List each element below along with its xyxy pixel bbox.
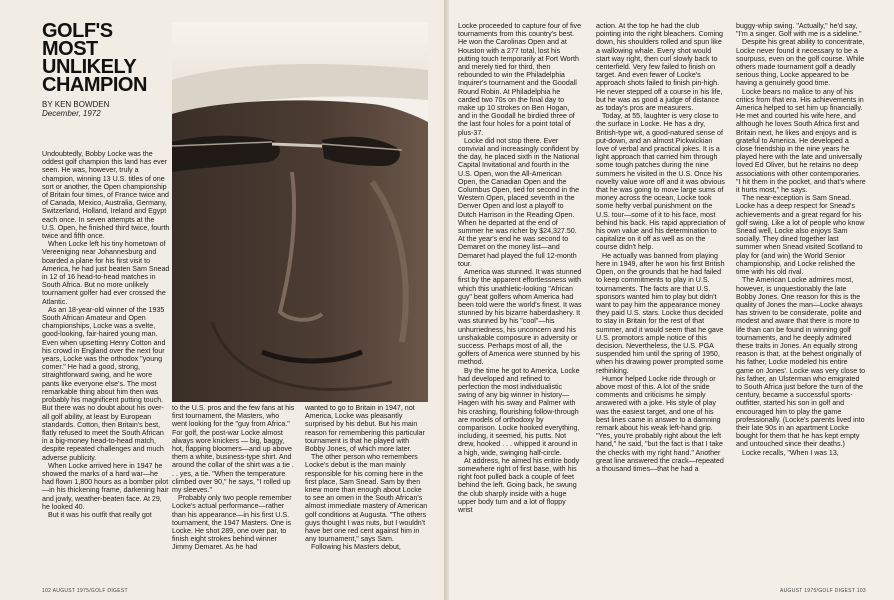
byline: BY KEN BOWDEN [42, 100, 110, 109]
paragraph: The American Locke admires most, however, is unquestionably the late Bobby Jones. One reason for this is the quality of Jones the man—Locke always has striven to be considerate, polite and modest and aware that there is more to life than can be found in winning golf tournaments, and he deeply admired these traits in Jones. An equally strong reason is that, at the behest originally of his father, Locke modeled his entire game on Jones'. Locke was very close to his father, an Ulsterman who emigrated to South Africa just before the turn of the century, became a successful sports-outfitter, started his son in golf and encouraged him to play the game professionally. (Locke's parents lived into their late 90s in an apartment Locke bought for them that he has kept empty and untouched since their deaths.) [736, 276, 866, 449]
headline [42, 22, 172, 94]
headline-line: GOLF'S [42, 20, 113, 42]
paragraph: Probably only two people remember Locke's actual performance—rather than his appearance—in his first U.S. tournament, the 1947 Masters. One is Locke. He shot 289, one over par, to finish eight strokes behind winner Jimmy Demaret. As he had [172, 494, 292, 552]
paragraph: Locke proceeded to capture four of five tournaments from this country's best. He won the Carolinas Open and at Houston with a 277 total, lost his putting touch temporarily at Fort Worth and merely tied for third, then rebounded to win the Philadelphia Inquirer's tournament and the Goodall Round Robin. At Philadelphia he carded two 70s on the final day to make up 10 strokes on Ben Hogan, and in the Goodall he birdied three of the last four holes for a point total of plus-37. [458, 22, 582, 137]
paragraph: When Locke arrived here in 1947 he showed the marks of a hard war—he had flown 1,800 hours as a bomber pilot—in his thickening frame, darkening hair and jowly, weather-beaten face. At 29, he looked 40. [42, 461, 169, 511]
headline-line: MOST [42, 38, 98, 60]
article-column [736, 22, 866, 457]
paragraph: action. At the top he had the club pointing into the right bleachers. Coming down, his shoulders rolled and spun like a wallowing whale. Every shot would start way right, then curl slowly back to centerfield. Very few failed to finish on target. And even fewer of Locke's approach shots failed to finish pin-high. He never stepped off a course in his life, but he was as good a judge of distance as today's pros are measurers. [596, 22, 723, 113]
paragraph: The near-exception is Sam Snead. Locke has a deep respect for Snead's achievements and a great regard for his golf swing. Like a lot of people who know Snead well, Locke also enjoys Sam socially. They dined together last summer when Snead visited Scotland to play for (and win) the World Senior championship, and Locke relished the time with his old rival. [736, 194, 865, 277]
article-column [305, 404, 429, 552]
paragraph: Humor helped Locke ride through or above most of this. A lot of the snide comments and criticisms he simply answered with a joke. His style of play was the easiest target, and one of his best lines came in answer to a damning remark about his weak left-hand grip. "Yes, you're probably right about the left hand," he said, "but the fact is that I take the checks with my right hand." Another great line answered the crack—repeated a thousand times—that he had a [596, 374, 724, 473]
paragraph: to the U.S. pros and the few fans at his first tournament, the Masters, who went looking for the "guy from Africa." For golf, the post-war Locke almost always wore knickers — big, baggy, hot, flapping bloomers—and up above them a white, business-type shirt. And around the collar of the shirt was a tie . . . yes, a tie. "When the temperature climbed over 90," he says, "I rolled up my sleeves." [172, 404, 295, 495]
paragraph: wanted to go to Britain in 1947, not America, Locke was pleasantly surprised by his debut. But his main reason for remembering this particular tournament is that he played with Bobby Jones, of which more later. [305, 404, 425, 454]
paragraph: When Locke left his tiny hometown of Vereeniging near Johannesburg and boarded a plane for his first visit to America, he had just beaten Sam Snead in 12 of 16 head-to-head matches in South Africa. But no more unlikely tournament golfer had ever crossed the Atlantic. [42, 240, 170, 306]
article-column [172, 404, 296, 552]
headline-line: CHAMPION [42, 74, 147, 96]
article-column [596, 22, 726, 473]
article-column [42, 150, 170, 519]
paragraph: By the time he got to America, Locke had developed and refined to perfection the most individualistic swing of any big winner in history—Hagen with his sway and Palmer with his crashing, flourishing follow-through are models of orthodoxy by comparison. Locke hooked everything, including, it seemed, his putts. Not drew, hooked . . . whipped it around in a high, wide, swinging half-circle. [458, 366, 580, 457]
byline-block [42, 100, 172, 118]
article-date: December, 1972 [42, 109, 101, 118]
paragraph: Locke did not stop there. Ever convivial and increasingly confident by the day, he placed sixth in the National Capital Invitational and fourth in the U.S. Open, won the All-American Open, the Canadian Open and the Columbus Open, tied for second in the Western Open, placed seventh in the Denver Open and lost a playoff to Dutch Harrison in the Reading Open. When he departed at the end of summer he was richer by $24,327.50. At the year's end he was second to Demaret on the money list—and Demaret had played the full 12-month tour. [458, 136, 580, 268]
portrait-image [172, 22, 428, 402]
paragraph: Undoubtedly, Bobby Locke was the oddest golf champion this land has ever seen. He was, however, truly a champion, winning 13 U.S. titles of one sort or another, the Open championship of Britain four times, of France twice and of Canada, Mexico, Australia, Germany, Switzerland, Holland, Ireland and Egypt each once. In seven attempts at the U.S. Open, he finished third twice, fourth twice and fifth once. [42, 150, 170, 241]
paragraph: Despite his great ability to concentrate, Locke never found it necessary to be a sourpuss, even on the golf course. While others made tournament golf a deadly serious thing, Locke appeared to be having a genuinely good time. [736, 38, 865, 88]
paragraph: buggy-whip swing. "Actually," he'd say, "I'm a singer. Golf with me is a sideline." [736, 22, 862, 39]
left-page [0, 0, 444, 600]
article-column [458, 22, 582, 514]
paragraph: Following his Masters debut, [311, 543, 401, 552]
paragraph: America was stunned. It was stunned first by the apparent effortlessness with which this unathletic-looking "African guy" beat golfers whom America had been told were the world's finest. It was stunned by his bizarre haberdashery. It was stunned by his "cool"—his unhurriedness, his unconcern and his unshakable composure in adversity or success. Perhaps most of all, the golfers of America were stunned by his method. [458, 268, 582, 367]
paragraph: Locke recalls, "When I was 13, [742, 448, 839, 457]
paragraph: As an 18-year-old winner of the 1935 South African Amateur and Open championships, Locke was a svelte, good-looking, fair-haired young man. Even when upsetting Henry Cotton and his crowd in England over the next four years, Locke was the orthodox "young comer." He had a good, strong, straightforward swing, and he wore pants like everyone else's. The most remarkable thing about him then was probably his magnificent putting touch. But there was no doubt about his over-all golf ability, at least by European standards. Cotton, then Britain's best, flatly refused to meet the South African in a big-money head-to-head match, despite repeated challenges and much adverse publicity. [42, 305, 166, 462]
paragraph: But it was his outfit that really got [48, 510, 152, 519]
paragraph: He actually was banned from playing here in 1949, after he won his first British Open, on the grounds that he had failed to keep commitments to play in U.S. tournaments. The facts are that U.S. sponsors wanted him to play but didn't want to pay him the appearance money they paid U.S. stars. Locke thus decided to stay in Britain for the rest of that summer, and it would seem that he gave U.S. promotors ample notice of this decision. Nevertheless, the U.S. PGA suspended him until the spring of 1950, when his drawing power prompted some rethinking. [596, 251, 725, 375]
headline-line: UNLIKELY [42, 56, 137, 78]
paragraph: Locke bears no malice to any of his critics from that era. His achievements in America helped to set him up financially. He met and courted his wife here, and although he loves South Africa first and Britain next, he likes and enjoys and is grateful to America. He developed a close friendship in the nine years he played here with the late and universally loved Ed Oliver, but he retains no deep associations with other contemporaries. "I hit them in the pocket, and that's where it hurts most," he says. [736, 87, 866, 195]
paragraph: The other person who remembers Locke's debut is the man mainly responsible for his coming here in the first place, Sam Snead. Sam by then knew more than enough about Locke to see an omen in the South African's almost immediate mastery of American golf conditions at Augusta. "The others guys thought I was nuts, but I wouldn't have bet one red cent against him in any tournament," says Sam. [305, 453, 428, 544]
paragraph: Today, at 55, laughter is very close to the surface in Locke. He has a dry, British-type wit, a good-natured sense of put-down, and an almost Pickwickian love of verbal and practical jokes. It is a light approach that carried him through some tough patches during the nine summers he visited in the U.S. Once his novelty value wore off and it was obvious that he was going to move large sums of money across the ocean, Locke took some hefty verbal punishment on the U.S. tour—some of it to his face, most behind his back. His rapid appreciation of his own value and his determination to capitalize on it off as well as on the course didn't help. [596, 112, 726, 252]
page-folio-right: AUGUST 1975/GOLF DIGEST 103 [779, 588, 866, 594]
page-folio-left: 102 AUGUST 1975/GOLF DIGEST [42, 588, 128, 594]
paragraph: At address, he aimed his entire body somewhere right of first base, with his right foot pulled back a couple of feet behind the left. Going back, he swung the club sharply inside with a huge upper body turn and a lot of floppy wrist [458, 456, 580, 514]
portrait-photo [172, 22, 428, 402]
